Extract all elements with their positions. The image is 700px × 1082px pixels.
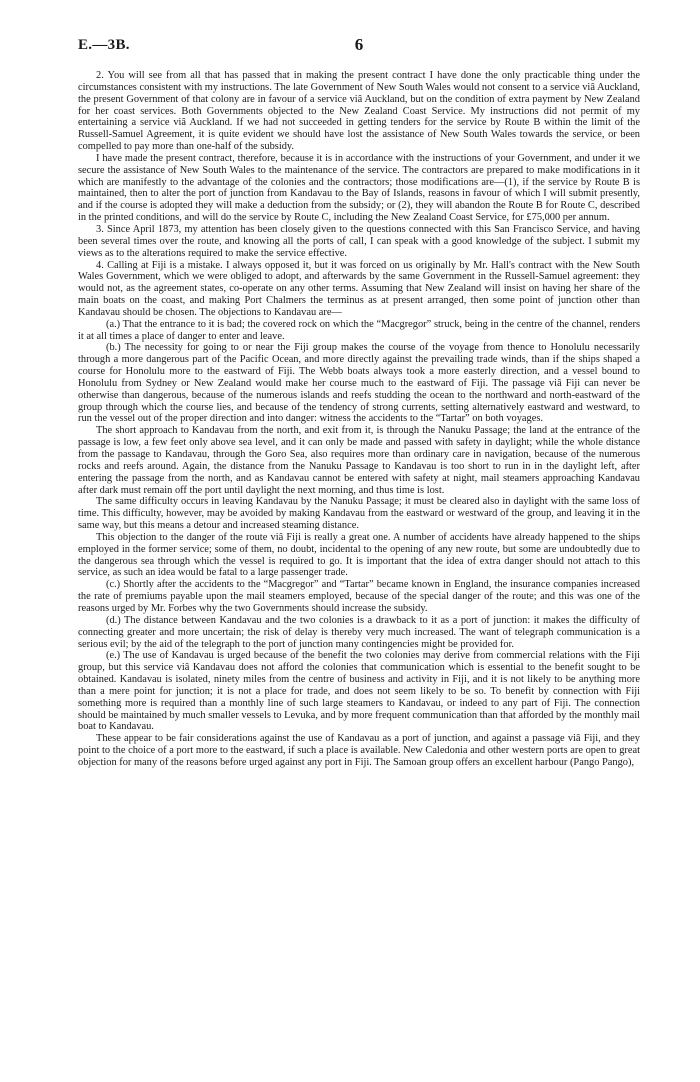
paragraph-objection-b: (b.) The necessity for going to or near the Fiji group makes the course of the voyage from thence to Honolulu necessarily through a more dangerous part of the Pacific Ocean, and more directly against the prevailing trade winds, than if the ships shaped a course for Honolulu more to the eastward of Fiji. The Webb boats always took a more easterly direction, and a vessel bound to Honolulu from Sydney or New Zealand would make her course much to the eastward of Fiji. The passage viâ Fiji can never be otherwise than dangerous, because of the numerous islands and reefs studding the ocean to the northward and north-eastward of the group through which the course lies, and because of the tendency of strong currents, setting alternatively eastward and westward, to run the vessel out of the proper direction and into danger: witness the accidents to the “Tartar” on both voyages. [78, 342, 640, 425]
paragraph-nanuku-approach: The short approach to Kandavau from the north, and exit from it, is through the Nanuku Passage; the land at the entrance of the passage is low, a few feet only above sea level, and it can only be made and passed with safety in daylight; while the whole distance from the passage to Kandavau, through the Goro Sea, also requires more than ordinary care in navigation, because of the numerous rocks and reefs around. Again, the distance from the Nanuku Passage to Kandavau is too short to run in in the daylight left, after entering the passage from the north, and as Kandavau cannot be entered with safety at night, mail steamers approaching Kandavau after dark must remain off the port until daylight the next morning, and thus time is lost. [78, 425, 640, 496]
paragraph-objection-d: (d.) The distance between Kandavau and the two colonies is a drawback to it as a port of junction: it makes the difficulty of connecting greater and more uncertain; the risk of delay is thereby very much increased. The want of telegraph communication is a serious evil; by the aid of the telegraph to the port of junction many contingencies might be provided for. [78, 614, 640, 650]
paragraph-objection-c: (c.) Shortly after the accidents to the “Macgregor” and “Tartar” became known in England, the insurance companies increased the rate of premiums payable upon the mail steamers employed, because of the special danger of the route; and this was one of the reasons urged by Mr. Forbes why the two Governments should increase the subsidy. [78, 579, 640, 614]
paragraph-4: 4. Calling at Fiji is a mistake. I always opposed it, but it was forced on us originally by Mr. Hall's contract with the New South Wales Government, which we were obliged to adopt, and afterwards by the same Government in the Russell-Samuel agreement: they would not, as the agreement states, co-operate on any other terms. Assuming that New Zealand will insist on having her share of the main boats on the coast, and making Port Chalmers the terminus as at present arranged, then some point of junction other than Kandavau should be chosen. The objections to Kandavau are— [78, 259, 640, 318]
paragraph-3: 3. Since April 1873, my attention has been closely given to the questions connected with this San Francisco Service, and having been several times over the route, and knowing all the ports of call, I can speak with a good knowledge of the subject. I submit my views as to the alterations required to make the service effective. [78, 223, 640, 259]
paragraph-2: 2. You will see from all that has passed that in making the present contract I have done the only practicable thing under the circumstances consistent with my instructions. The late Government of New South Wales would not consent to a service viâ Auckland, the present Government of that colony are in favour of a service viâ Auckland, but on the condition of extra payment by New Zealand for her coast services. Both Governments objected to the New Zealand Coast Service. My instructions did not permit of my entertaining a service viâ Auckland. If we had not succeeded in getting tenders for the service by Route B within the limit of the Russell-Samuel Agreement, it is quite evident we should have lost the assistance of New South Wales towards the service, or been compelled to pay more than one-half of the subsidy. [78, 70, 640, 153]
paragraph-nanuku-leaving: The same difficulty occurs in leaving Kandavau by the Nanuku Passage; it must be cleared also in daylight with the same loss of time. This difficulty, however, may be avoided by making Kandavau from the eastward or westward of the group, and leaving it in the same way, but this means a detour and increased steaming distance. [78, 496, 640, 532]
paragraph-danger: This objection to the danger of the route viâ Fiji is really a great one. A number of accidents have already happened to the ships employed in the former service; some of them, no doubt, incidental to the opening of any new route, but some are undoubtedly due to the dangerous sea through which the vessel is required to go. It is important that the idea of extra danger should not attach to this service, as such an idea would be fatal to a large passenger trade. [78, 531, 640, 579]
paragraph-contract: I have made the present contract, therefore, because it is in accordance with the instructions of your Government, and under it we secure the assistance of New South Wales to the maintenance of the service. The contractors are prepared to make modifications in it which are manifestly to the advantage of the colonies and the contractors; those modifications are—(1), if the service by Route B is maintained, then to alter the port of junction from Kandavau to the Bay of Islands, reasons in favour of which I will submit presently, and if the course is adopted they will make a deduction from the subsidy; or (2), they will abandon the Route B for Route C, described in the printed conditions, and will do the service by Route C, including the New Zealand Coast Service, for £75,000 per annum. [78, 152, 640, 224]
document-page [78, 30, 640, 1070]
paragraph-objection-a: (a.) That the entrance to it is bad; the covered rock on which the “Macgregor” struck, being in the centre of the channel, renders it at all times a place of danger to enter and leave. [78, 318, 640, 342]
document-body [78, 70, 640, 769]
page-number: 6 [354, 35, 364, 54]
document-reference: E.—3B. [78, 37, 130, 53]
paragraph-objection-e: (e.) The use of Kandavau is urged because of the benefit the two colonies may derive from commercial relations with the Fiji group, but this service viâ Kandavau does not afford the colonies that communication which is essential to the benefit sought to be obtained. Kandavau is isolated, ninety miles from the centre of business and activity in Fiji, and it is not likely to be anything more than a mere point for junction; it is not a place for trade, and does not seem likely to be so. To benefit by connection with Fiji something more is required than a monthly line of such large steamers to Kandavau, or indeed to any part of Fiji. The connection should be maintained by much smaller vessels to Levuka, and by more frequent communication than that afforded by the monthly mail boat to Kandavau. [78, 650, 640, 733]
page-header [78, 30, 640, 70]
paragraph-considerations: These appear to be fair considerations against the use of Kandavau as a port of junction, and against a passage viâ Fiji, and they point to the choice of a port more to the eastward, if such a place is available. New Caledonia and other western ports are open to great objection for many of the reasons before urged against any port in Fiji. The Samoan group offers an excellent harbour (Pango Pango), [78, 733, 640, 768]
